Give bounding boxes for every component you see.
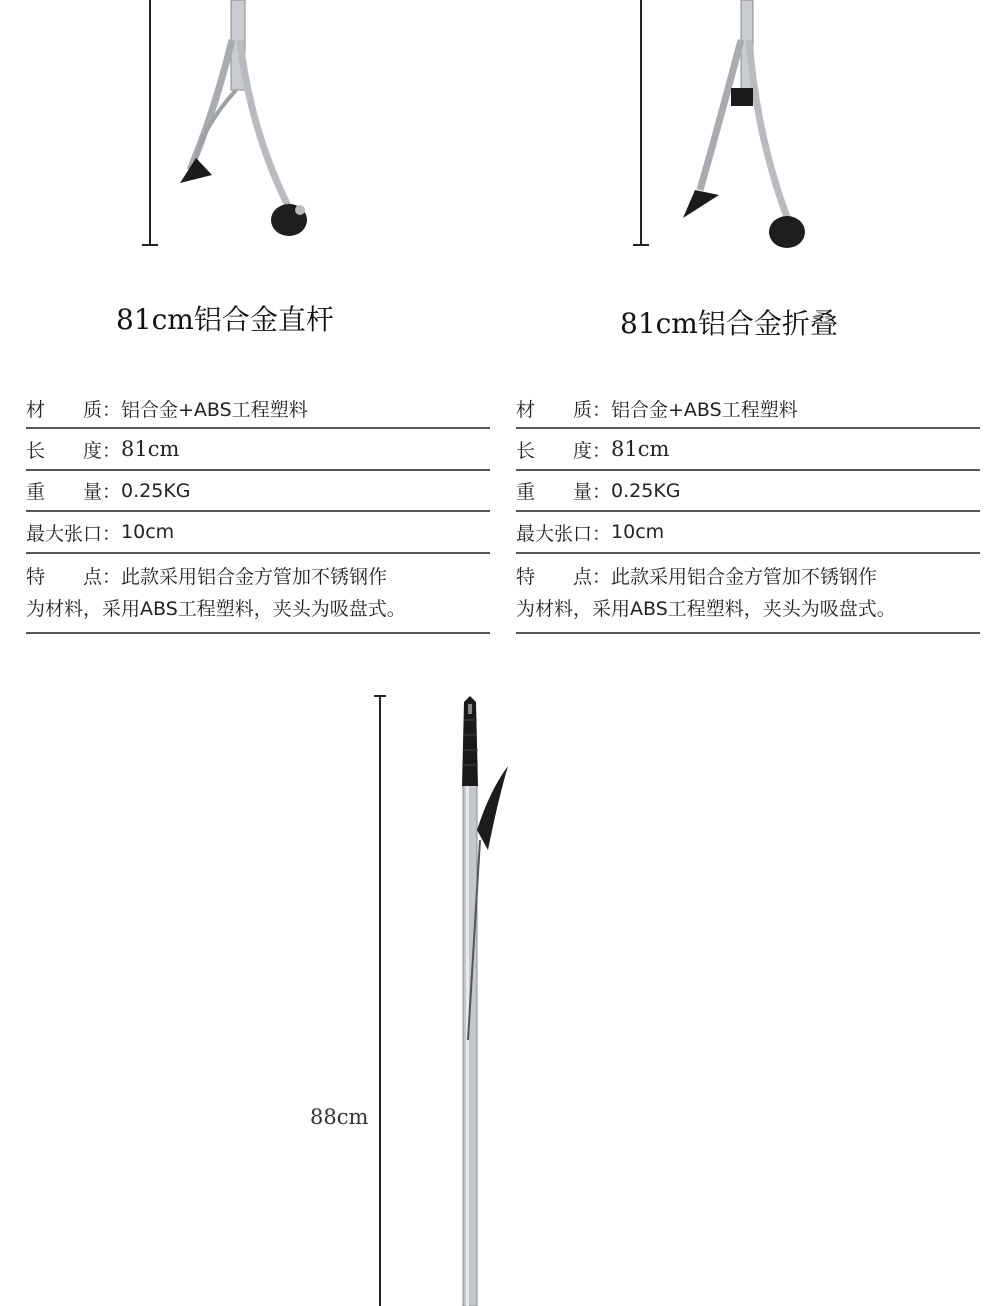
spec-row-feature [516,554,980,634]
spec-value-weight: 0.25KG [121,479,191,502]
spec-value-material: 铝合金+ABS工程塑料 [611,399,798,421]
spec-value-material: 铝合金+ABS工程塑料 [121,399,308,421]
product-caption-straight: 81cm铝合金直杆 [116,303,334,336]
spec-row-weight [516,471,980,512]
spec-feature-line1: 此款采用铝合金方管加不锈钢作 [611,566,878,588]
spec-feature-line1: 此款采用铝合金方管加不锈钢作 [121,566,388,588]
spec-label-length: 长 度： [26,439,122,462]
spec-row-feature [26,554,490,634]
spec-row-material [26,390,490,429]
product-caption-folding: 81cm铝合金折叠 [620,307,838,340]
spec-row-length [26,429,490,471]
spec-label-opening: 最大张口： [26,522,122,545]
product-image-pole [360,690,530,1306]
spec-row-opening [516,512,980,554]
spec-row-length [516,429,980,471]
spec-table-straight [26,390,490,634]
spec-row-weight [26,471,490,512]
spec-label-opening: 最大张口： [516,522,612,545]
pole-dimension-label: 88cm [310,1105,369,1129]
product-image-straight [0,0,495,280]
spec-value-opening: 10cm [121,521,175,543]
spec-feature-line2: 为材料，采用ABS工程塑料，夹头为吸盘式。 [26,598,406,620]
spec-label-feature: 特 点： [516,566,612,588]
spec-label-length: 长 度： [516,439,612,462]
spec-row-material [516,390,980,429]
spec-label-feature: 特 点： [26,566,122,588]
spec-label-material: 材 质： [26,399,122,421]
spec-label-weight: 重 量： [26,481,122,503]
spec-feature-line2: 为材料，采用ABS工程塑料，夹头为吸盘式。 [516,598,896,620]
product-image-folding [495,0,990,280]
spec-table-folding [516,390,980,634]
spec-value-length: 81cm [121,437,180,461]
spec-row-opening [26,512,490,554]
spec-value-weight: 0.25KG [611,479,681,502]
spec-value-opening: 10cm [611,521,665,543]
spec-value-length: 81cm [611,437,670,461]
spec-label-weight: 重 量： [516,481,612,503]
spec-label-material: 材 质： [516,399,612,421]
